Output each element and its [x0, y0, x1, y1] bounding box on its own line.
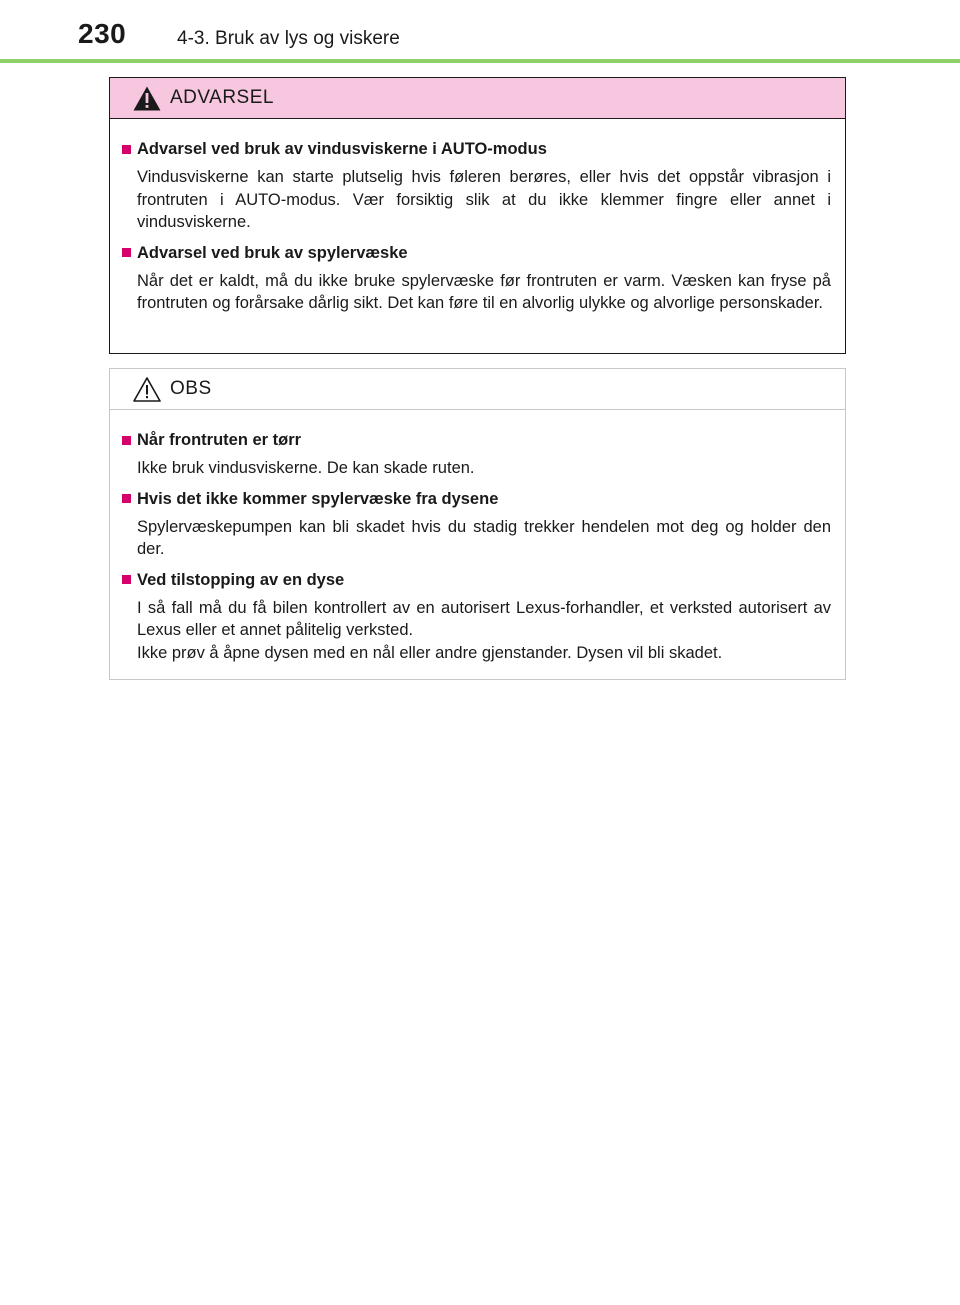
bullet-icon [122, 248, 131, 257]
warning-label: ADVARSEL [170, 87, 274, 108]
warning-triangle-outline-icon [132, 376, 162, 403]
item-title [122, 242, 831, 264]
warning-header [110, 78, 845, 119]
item-paragraph: Når det er kaldt, må du ikke bruke spylervæske før frontruten er varm. Væsken kan fryse på frontruten og forårsake dårlig sikt. Det kan føre til en alvorlig ulykke og alvorlige personskader. [137, 271, 831, 312]
notice-item [122, 569, 831, 665]
item-text [137, 516, 831, 561]
item-text [137, 166, 831, 234]
notice-box [109, 368, 846, 680]
item-title [122, 138, 831, 160]
notice-item [122, 488, 831, 561]
page-number: 230 [78, 18, 127, 49]
warning-item [122, 242, 831, 315]
item-title-text: Når frontruten er tørr [137, 431, 302, 449]
item-title [122, 488, 831, 510]
item-title [122, 429, 831, 451]
notice-label: OBS [170, 378, 212, 399]
notice-item [122, 429, 831, 480]
item-paragraph: Vindusviskerne kan starte plutselig hvis føleren berøres, eller hvis det oppstår vibrasjon i frontruten i AUTO-modus. Vær forsiktig slik at du ikke klemmer fingre eller annet i vindusviskerne. [137, 168, 831, 231]
section-title: 4-3. Bruk av lys og viskere [177, 28, 400, 49]
header-rule [0, 59, 960, 63]
warning-box [109, 77, 846, 354]
bullet-icon [122, 436, 131, 445]
item-title-text: Hvis det ikke kommer spylervæske fra dysene [137, 489, 499, 508]
warning-triangle-filled-icon [132, 85, 162, 112]
item-title-text: Advarsel ved bruk av vindusviskerne i AUTO-modus [137, 140, 547, 158]
item-paragraph: I så fall må du få bilen kontrollert av en autorisert Lexus-forhandler, et verksted autorisert av Lexus eller et annet pålitelig verksted. [137, 598, 831, 639]
item-text [137, 270, 831, 315]
item-paragraph: Ikke bruk vindusviskerne. De kan skade ruten. [137, 459, 475, 477]
notice-header [110, 369, 845, 410]
page-header [0, 0, 960, 60]
warning-body [110, 119, 845, 315]
item-text [137, 597, 831, 665]
item-title-text: Ved tilstopping av en dyse [137, 570, 345, 589]
item-title [122, 569, 831, 591]
notice-body [110, 410, 845, 664]
item-paragraph: Ikke prøv å åpne dysen med en nål eller andre gjenstander. Dysen vil bli skadet. [137, 643, 723, 662]
item-paragraph: Spylervæskepumpen kan bli skadet hvis du stadig trekker hendelen mot deg og holder den der. [137, 517, 831, 558]
warning-item [122, 138, 831, 234]
bullet-icon [122, 494, 131, 503]
bullet-icon [122, 575, 131, 584]
item-text [137, 457, 831, 480]
bullet-icon [122, 145, 131, 154]
item-title-text: Advarsel ved bruk av spylervæske [137, 243, 408, 262]
